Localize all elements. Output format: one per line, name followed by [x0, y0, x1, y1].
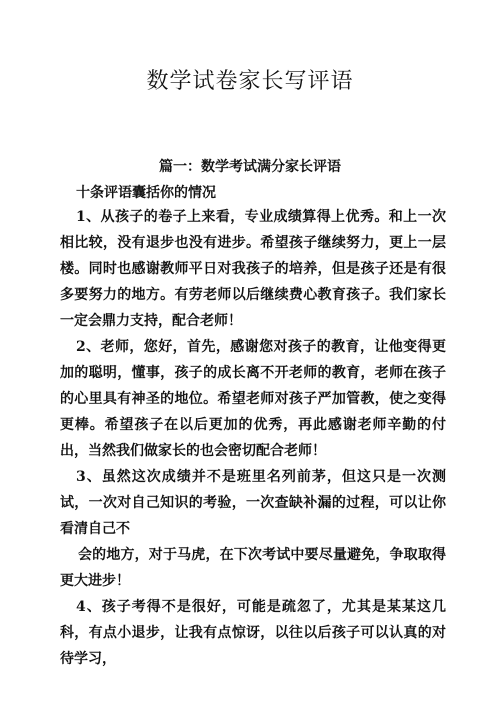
- document-body: [60, 204, 446, 672]
- paragraph-4: 4、孩子考得不是很好，可能是疏忽了，尤其是某某这几科，有点小退步，让我有点惊讶，以往以后孩子可以认真的对待学习，: [60, 599, 446, 667]
- paragraph-3-continued: 会的地方，对于马虎，在下次考试中要尽量避免，争取取得更大进步！: [60, 547, 446, 589]
- document-lead: 十条评语囊括你的情况: [76, 185, 216, 201]
- paragraph-3: 3、虽然这次成绩并不是班里名列前茅，但这只是一次测试，一次对自己知识的考验，一次查缺补漏的过程，可以让你看清自己不: [60, 469, 446, 537]
- paragraph-1: 1、从孩子的卷子上来看，专业成绩算得上优秀。和上一次相比较，没有退步也没有进步。希望孩子继续努力，更上一层楼。同时也感谢教师平日对我孩子的培养，但是孩子还是有很多要努力的地方。有劳老师以后继续费心教育孩子。我们家长一定会鼎力支持，配合老师！: [60, 209, 446, 329]
- document-subtitle: 篇一：数学考试满分家长评语: [159, 159, 341, 175]
- paragraph-2: 2、老师，您好，首先，感谢您对孩子的教育，让他变得更加的聪明，懂事，孩子的成长离不开老师的教育，老师在孩子的心里具有神圣的地位。希望老师对孩子严加管教，使之变得更棒。希望孩子在以后更加的优秀，再此感谢老师辛勤的付出，当然我们做家长的也会密切配合老师！: [60, 339, 446, 459]
- document-title: 数学试卷家长写评语: [146, 69, 354, 94]
